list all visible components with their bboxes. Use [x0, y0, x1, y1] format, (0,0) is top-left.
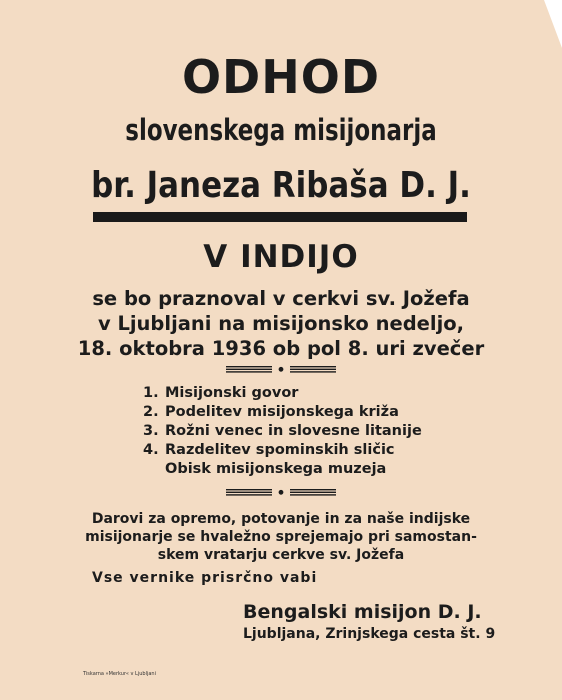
list-item: 1. Misijonski govor	[143, 385, 299, 401]
missionary-name: br. Janeza Ribaša D. J.	[91, 165, 471, 206]
destination-heading: V INDIJO	[203, 239, 359, 275]
signature-organization: Bengalski misijon D. J.	[243, 601, 482, 623]
poster-subtitle: slovenskega misijonarja	[125, 113, 437, 147]
intro-line: se bo praznoval v cerkvi sv. Jožefa	[92, 287, 470, 310]
divider-bar	[93, 212, 467, 222]
donation-notice	[0, 510, 562, 564]
intro-line: v Ljubljani na misijonsko nedeljo,	[97, 312, 465, 335]
donation-line: Darovi za opremo, potovanje in za naše indijske	[91, 511, 471, 527]
list-item: Obisk misijonskega muzeja	[165, 461, 387, 477]
donation-line: skem vratarju cerkve sv. Jožefa	[157, 547, 405, 563]
program-list	[143, 384, 463, 479]
intro-line: 18. oktobra 1936 ob pol 8. uri zvečer	[77, 337, 485, 360]
printer-imprint: Tiskarna »Merkur« v Ljubljani	[83, 671, 156, 677]
signature-address: Ljubljana, Zrinjskega cesta št. 9	[243, 626, 496, 642]
invitation-text: Vse vernike prisrčno vabi	[92, 570, 318, 586]
poster-title: ODHOD	[181, 50, 381, 104]
torn-corner	[544, 0, 562, 48]
list-item: 3. Rožni venec in slovesne litanije	[143, 423, 422, 439]
list-item: 2. Podelitev misijonskega križa	[143, 404, 399, 420]
list-item: 4. Razdelitev spominskih sličic	[143, 442, 395, 458]
ornament-divider	[0, 487, 562, 499]
ornament-divider	[0, 364, 562, 376]
donation-line: misijonarje se hvaležno sprejemajo pri samostan-	[85, 529, 477, 545]
intro-text	[0, 286, 562, 361]
